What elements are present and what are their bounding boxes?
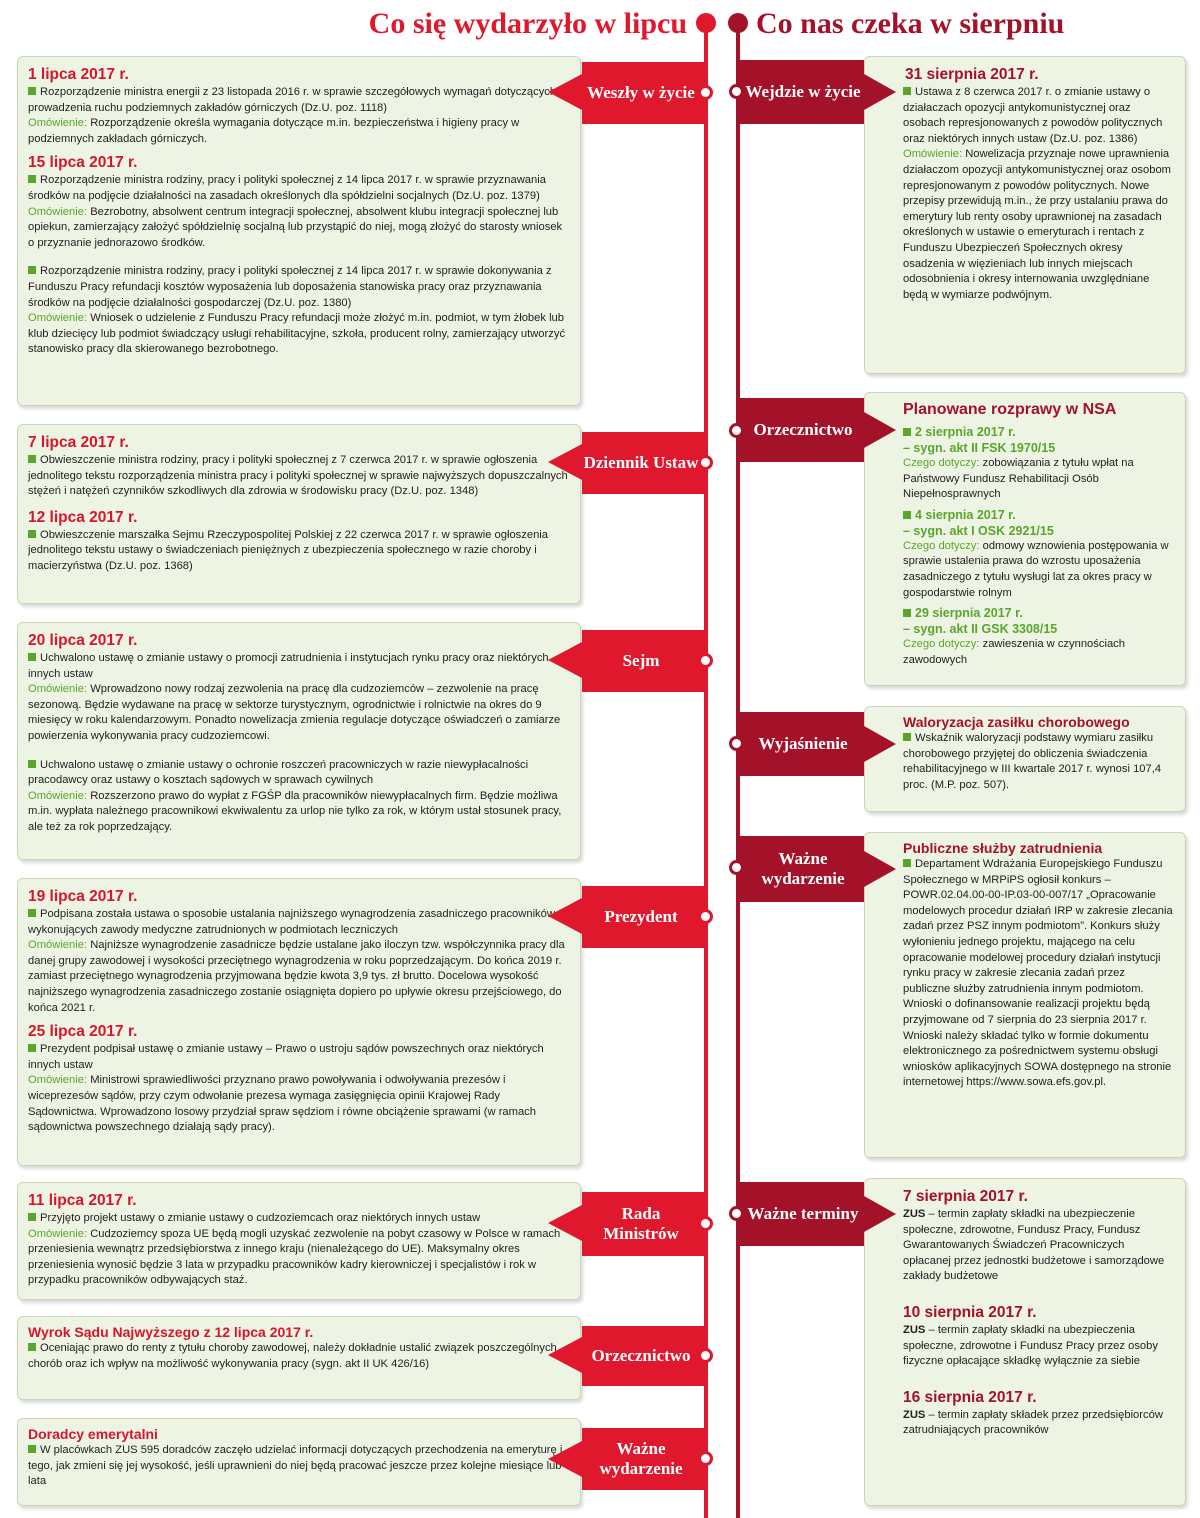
deadline-text: ZUS – termin zapłaty składki na ubezpieczenie społeczne, zdrowotne, Fundusz Pracy, Fundusz Gwarantowanych Świadczeń Pracowniczych opłacanej przez jednostki budżetowe i samorządowe zakłady budżetowe: [903, 1208, 1165, 1283]
tag-prezydent: Prezydent: [582, 886, 706, 948]
box-wejdzie-w-zycie: [864, 56, 1186, 374]
tag-wyjasnienie: Wyjaśnienie: [738, 712, 864, 776]
timeline-marker: [729, 1206, 744, 1221]
entry-omowienie: Omówienie: Rozszerzono prawo do wypłat z FGŚP dla pracowników niewypłacalnych firm. Będzie możliwa m.in. wypłata należnego pracownikowi ekwiwalentu za urlop nie tylko za rok, w którym ustał stosunek pracy, ale też za rok poprzedzający.: [28, 789, 562, 833]
tag-sejm: Sejm: [582, 630, 706, 692]
tag-wazne-terminy: Ważne terminy: [738, 1182, 864, 1246]
tag-arrow: [864, 726, 896, 762]
entry-omowienie: Omówienie: Najniższe wynagrodzenie zasadnicze będzie ustalane jako iloczyn tzw. współczynnika pracy dla danej grupy zawodowej i wysokości przeciętnego wynagrodzenia w roku poprzedzającym. Do końca 2019 r. zamiast przeciętnego wynagrodzenia przyjmowana będzie kwota 3,9 tys. zł brutto. Docelowa wysokość najniższego wynagrodzenia zasadniczego zostanie osiągnięta dopiero po upływie okresu przejściowego, do końca 2021 r.: [28, 939, 565, 1014]
date: 20 lipca 2017 r.: [28, 632, 138, 649]
entry-text: Rozporządzenie ministra energii z 23 listopada 2016 r. w sprawie szczegółowych wymagań dotyczących prowadzenia ruchu podziemnych zakładów górniczych (Dz.U. poz. 1118): [28, 86, 557, 114]
tag-arrow: [548, 444, 582, 480]
timeline-marker: [729, 860, 744, 875]
entry-text: Obwieszczenie ministra rodziny, pracy i polityki społecznej z 7 czerwca 2017 r. w sprawie ogłoszenia jednolitego tekstu rozporządzenia ministra pracy i polityki społecznej w sprawie najwyższych dopuszczalnych stężeń i natężeń czynników szkodliwych dla zdrowia w środowisku pracy (Dz.U. poz. 1348): [28, 454, 568, 498]
entry-omowienie: Omówienie: Wprowadzono nowy rodzaj zezwolenia na pracę dla cudzoziemców – zezwolenie na pracę sezonową. Będzie wydawane na pracę w sektorze turystycznym, ogrodnictwie i rolnictwie na okres do 9 miesięcy w roku kalendarzowym. Ponadto nowelizacja zmienia regulacje dotyczące oświadczeń o zamiarze powierzenia wykonywania pracy cudzoziemcowi.: [28, 683, 561, 742]
tag-arrow: [864, 851, 896, 887]
tag-orzecznictwo: Orzecznictwo: [582, 1326, 706, 1386]
tag-arrow: [548, 74, 582, 110]
entry-text: Przyjęto projekt ustawy o zmianie ustawy o cudzoziemcach oraz niektórych innych ustaw: [28, 1211, 570, 1227]
date: 25 lipca 2017 r.: [28, 1023, 138, 1041]
header-july: Co się wydarzyło w lipcu: [368, 7, 687, 40]
tag-rada-ministrow: Rada Ministrów: [582, 1192, 706, 1256]
tag-wazne-wydarzenie-right: Ważne wydarzenie: [738, 836, 864, 902]
tag-arrow: [548, 898, 582, 934]
hearing-subject: Czego dotyczy: zobowiązania z tytułu wpłat na Państwowy Fundusz Rehabilitacji Osób Niepełnosprawnych: [903, 457, 1134, 501]
entry-text: Oceniając prawo do renty z tytułu choroby zawodowej, należy dokładnie ustalić związek poszczególnych chorób oraz ich wpływ na możliwość wykonywania pracy (sygn. akt II UK 426/16): [28, 1342, 557, 1370]
bullet: [903, 511, 911, 519]
tag-wejdzie-w-zycie: Wejdzie w życie: [738, 60, 864, 124]
box-title: Waloryzacja zasiłku chorobowego: [903, 714, 1130, 730]
bullet: [28, 175, 36, 183]
tag-wazne-wydarzenie: Ważne wydarzenie: [582, 1428, 706, 1490]
entry-text: Rozporządzenie ministra rodziny, pracy i polityki społecznej z 14 lipca 2017 r. w sprawie dokonywania z Funduszu Pracy refundacji kosztów wyposażenia lub doposażenia stanowiska pracy oraz przyznawania środków na podjęcie działalności gospodarczej (Dz.U. poz. 1380): [28, 265, 552, 309]
hearing-sygn: – sygn. akt I OSK 2921/15: [903, 523, 1054, 538]
hearing-date: 2 sierpnia 2017 r.: [903, 424, 1175, 440]
box-orzecznictwo: [17, 1316, 581, 1400]
entry-text: W placówkach ZUS 595 doradców zaczęło udzielać informacji dotyczących przechodzenia na emeryturę i tego, jak zmieni się jej wysokość, jeśli uprawnieni do niej będą pracować jeszcze przez kolejne miesiące lub lata: [28, 1444, 563, 1488]
box-prezydent: [17, 878, 581, 1166]
bullet: [28, 1445, 36, 1453]
bullet: [28, 530, 36, 538]
entry-omowienie: Omówienie: Cudzoziemcy spoza UE będą mogli uzyskać zezwolenie na pobyt czasowy w Polsce w ramach przeniesienia wewnątrz przedsiębiorstwa z innego kraju (nienależącego do UE). Maksymalny okres przeniesienia wynosić będzie 3 lata w przypadku pracowników kadry kierowniczej i specjalistów i rok w przypadku pracowników odbywających staż.: [28, 1227, 561, 1287]
box-weszly-w-zycie: [17, 56, 581, 406]
box-dziennik-ustaw: [17, 424, 581, 604]
timeline-marker: [698, 1451, 713, 1466]
tag-arrow: [548, 642, 582, 678]
bullet: [903, 428, 911, 436]
bullet: [903, 609, 911, 617]
deadline-text: ZUS – termin zapłaty składek przez przedsiębiorców zatrudniających pracowników: [903, 1408, 1163, 1437]
entry-text: Obwieszczenie marszałka Sejmu Rzeczypospolitej Polskiej z 22 czerwca 2017 r. w sprawie ogłoszenia jednolitego tekstu ustawy o świadczeniach pieniężnych z ubezpieczenia społecznego w razie choroby i macierzyństwa (Dz.U. poz. 1368): [28, 528, 549, 572]
box-wazne-terminy: [864, 1178, 1186, 1506]
header-august: Co nas czeka w sierpniu: [756, 7, 1065, 40]
box-title: Publiczne służby zatrudnienia: [903, 840, 1103, 856]
box-title: Doradcy emerytalni: [28, 1426, 158, 1442]
bullet: [28, 1044, 36, 1052]
entry-omowienie: Omówienie: Nowelizacja przyznaje nowe uprawnienia działaczom opozycji antykomunistycznej oraz osobom represjonowanym z powodów politycznych. Nowe przepisy przewidują m.in., że przy ustalaniu prawa do emerytury lub renty osoby uprawnionej na zasadach określonych w ustawie o emeryturach i rentach z Funduszu Ubezpieczeń Społecznych okresy osadzenia w więzieniach lub innych miejscach odosobnienia i okresy internowania uwzględniane będą w wymiarze podwójnym.: [903, 148, 1171, 301]
bullet: [903, 859, 911, 867]
timeline-marker: [698, 1216, 713, 1231]
tag-weszly-w-zycie: Weszły w życie: [582, 62, 706, 124]
timeline-marker: [698, 1348, 713, 1363]
deadline-text: ZUS – termin zapłaty składki na ubezpieczenia społeczne, zdrowotne i Fundusz Pracy przez osoby fizyczne opłacające składkę wyłącznie za siebie: [903, 1323, 1158, 1368]
hearing-date: 4 sierpnia 2017 r.: [903, 507, 1175, 523]
tag-arrow: [548, 1205, 582, 1241]
tag-arrow: [548, 1337, 582, 1373]
entry-text: Prezydent podpisał ustawę o zmianie ustawy – Prawo o ustroju sądów powszechnych oraz niektórych innych ustaw: [28, 1043, 544, 1071]
bullet: [28, 455, 36, 463]
bullet: [28, 87, 36, 95]
entry-text: Uchwalono ustawę o zmianie ustawy o ochronie roszczeń pracowniczych w razie niewypłacalności pracodawcy oraz ustawy o kosztach sądowych w sprawach cywilnych: [28, 758, 529, 787]
entry-omowienie: Omówienie: Ministrowi sprawiedliwości przyznano prawo powoływania i odwoływania prezesów i wiceprezesów sądów, przy czym odwołanie prezesa wymaga zasięgnięcia opinii Krajowej Rady Sądownictwa. Wprowadzono losowy przydział spraw sędziom i równe obciążenie sprawami (w ramach sądownictwa powszechnego działają sądy pracy).: [28, 1074, 536, 1134]
hearing-sygn: – sygn. akt II FSK 1970/15: [903, 441, 1056, 455]
tag-arrow: [548, 1441, 582, 1477]
tag-arrow: [864, 74, 896, 110]
date: 11 lipca 2017 r.: [28, 1192, 137, 1209]
date: 16 sierpnia 2017 r.: [903, 1388, 1037, 1406]
tag-dziennik-ustaw: Dziennik Ustaw: [582, 432, 706, 494]
entry-text: Ustawa z 8 czerwca 2017 r. o zmianie ustawy o działaczach opozycji antykomunistycznej oraz osobach represjonowanych z powodów politycznych oraz niektórych innych ustaw (Dz.U. poz. 1386): [903, 86, 1163, 145]
date: 10 sierpnia 2017 r.: [903, 1303, 1037, 1321]
hearing-sygn: – sygn. akt II GSK 3308/15: [903, 622, 1058, 637]
box-wazne-wydarzenie-right: [864, 832, 1186, 1158]
bullet: [28, 760, 36, 768]
entry-omowienie: Omówienie: Rozporządzenie określa wymagania dotyczące m.in. bezpieczeństwa i higieny pracy w podziemnych zakładach górniczych.: [28, 117, 520, 145]
entry-text: Departament Wdrażania Europejskiego Funduszu Społecznego w MRPiPS ogłosił konkurs – POWR.02.04.00-00-IP.03-00-007/17 „Opracowanie modelowych procedur działań IRP w zakresie zlecania zadań przez PSZ innym podmiotom”. Konkurs służy wyłonieniu jednego projektu, mającego na celu opracowanie modelowej procedury działań instytucji rynku pracy w zakresie zlecania zadań przez publiczne służby zatrudnienia innym podmiotom. Wnioski o dofinansowanie realizacji projektu będą przyjmowane od 7 sierpnia do 23 sierpnia 2017 r. Wnioski należy składać tylko w formie dokumentu elektronicznego za pośrednictwem systemu obsługi wniosków aplikacyjnych SOWA dostępnego na stronie internetowej https://www.sowa.efs.gov.pl.: [903, 858, 1173, 1089]
timeline-marker: [698, 653, 713, 668]
date: 15 lipca 2017 r.: [28, 154, 138, 172]
tag-arrow: [864, 1196, 896, 1232]
date: 1 lipca 2017 r.: [28, 66, 129, 83]
date: 12 lipca 2017 r.: [28, 508, 138, 526]
bullet: [28, 653, 36, 661]
date: 31 sierpnia 2017 r.: [905, 66, 1039, 83]
hearing-date: 29 sierpnia 2017 r.: [903, 605, 1175, 621]
bullet: [28, 1213, 36, 1221]
tag-orzecznictwo-right: Orzecznictwo: [738, 398, 864, 462]
entry-omowienie: Omówienie: Bezrobotny, absolwent centrum integracji społecznej, absolwent klubu integracji społecznej lub opiekun, zamierzający założyć spółdzielnię socjalną lub przystąpić do niej, mogą złożyć do starosty wniosek o przyznanie jednorazowo środków.: [28, 205, 563, 249]
bullet: [28, 909, 36, 917]
timeline-line-left: [704, 22, 708, 1518]
timeline-marker: [698, 85, 713, 100]
entry-text: Wskaźnik waloryzacji podstawy wymiaru zasiłku chorobowego przyjętej do obliczenia świadczenia rehabilitacyjnego w III kwartale 2017 r. wynosi 107,4 proc. (M.P. poz. 507).: [903, 732, 1162, 791]
tag-arrow: [864, 412, 896, 448]
timeline-marker: [729, 736, 744, 751]
box-wyjasnienie: [864, 706, 1186, 812]
entry-text: Uchwalono ustawę o zmianie ustawy o promocji zatrudnienia i instytucjach rynku pracy oraz niektórych innych ustaw: [28, 652, 549, 680]
date: 19 lipca 2017 r.: [28, 888, 138, 905]
box-title: Planowane rozprawy w NSA: [903, 401, 1117, 418]
bullet: [28, 1343, 36, 1351]
box-rada-ministrow: [17, 1182, 581, 1300]
entry-text: Rozporządzenie ministra rodziny, pracy i polityki społecznej z 14 lipca 2017 r. w sprawie przyznawania środków na podjęcie działalności na zasadach określonych dla spółdzielni socjalnych (Dz.U. poz. 1379): [28, 174, 546, 202]
bullet: [28, 266, 36, 274]
date: 7 sierpnia 2017 r.: [903, 1188, 1028, 1205]
timeline-marker: [729, 423, 744, 438]
box-wazne-wydarzenie: [17, 1418, 581, 1506]
box-orzecznictwo-nsa: [864, 392, 1186, 686]
entry-text: Podpisana została ustawa o sposobie ustalania najniższego wynagrodzenia zasadniczego pracowników wykonujących zawody medyczne zatrudnionych w podmiotach leczniczych: [28, 908, 555, 936]
timeline-marker: [698, 909, 713, 924]
bullet: [903, 87, 911, 95]
bullet: [903, 733, 911, 741]
hearing-subject: Czego dotyczy: zawieszenia w czynnościach zawodowych: [903, 638, 1125, 666]
entry-omowienie: Omówienie: Wniosek o udzielenie z Funduszu Pracy refundacji może złożyć m.in. podmiot, w tym żłobek lub klub dziecięcy lub podmiot świadczący usługi rehabilitacyjne, szkoła, producent rolny, zamierzający utworzyć stanowisko pracy dla skierowanego bezrobotnego.: [28, 312, 566, 356]
timeline-marker: [698, 455, 713, 470]
box-sejm: [17, 622, 581, 860]
box-title: Wyrok Sądu Najwyższego z 12 lipca 2017 r.: [28, 1324, 314, 1340]
date: 7 lipca 2017 r.: [28, 434, 129, 451]
hearing-subject: Czego dotyczy: odmowy wznowienia postępowania w sprawie ustalenia prawa do wzrostu uposażenia zasadniczego z tytułu wysługi lat za okres pracy w gospodarstwie rolnym: [903, 539, 1169, 599]
timeline-marker: [729, 84, 744, 99]
